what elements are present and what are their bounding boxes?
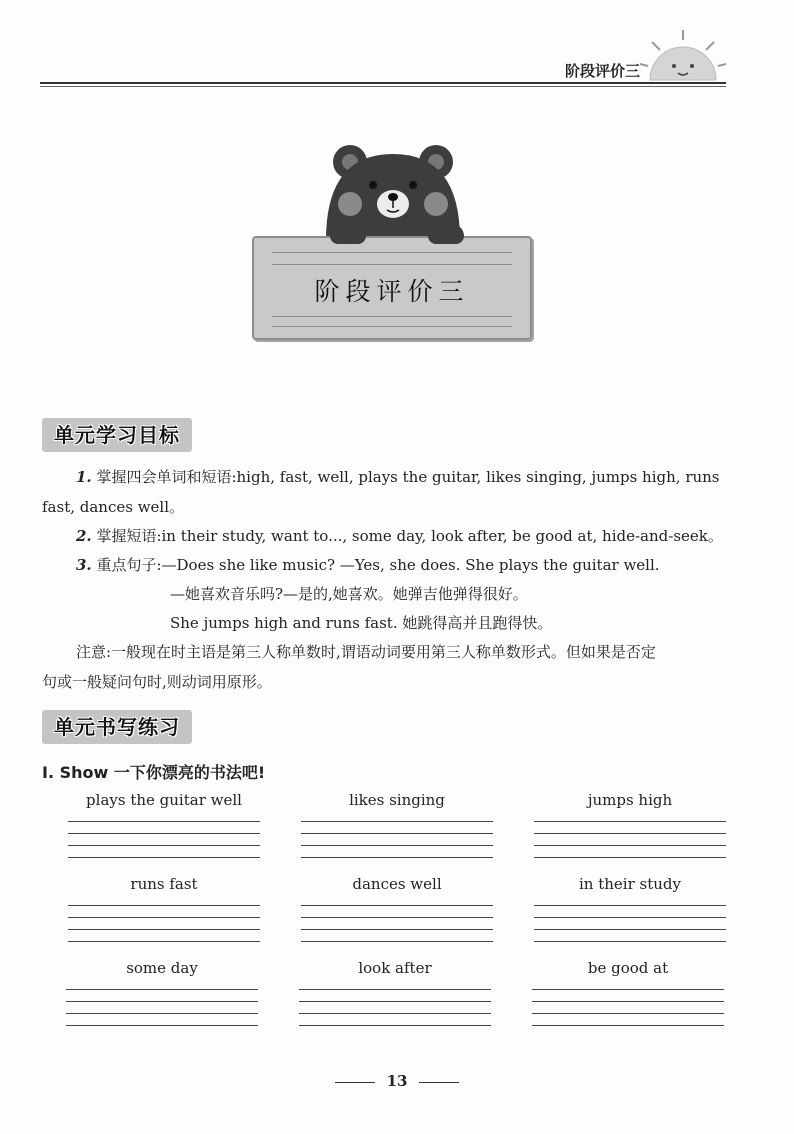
writing-word: runs fast xyxy=(130,875,198,893)
banner-line xyxy=(272,264,512,265)
title-banner xyxy=(252,236,532,340)
writing-box xyxy=(532,958,724,1026)
goal-item-3-sentence-2: She jumps high and runs fast. 她跳得高并且跑得快。 xyxy=(170,614,553,632)
writing-word: be good at xyxy=(587,959,669,977)
writing-word: jumps high xyxy=(587,791,673,809)
page-decoration-right xyxy=(419,1082,459,1083)
sun-icon xyxy=(640,28,730,88)
bear-left-paw xyxy=(330,224,366,244)
page-decoration-left xyxy=(335,1082,375,1083)
header-title: 阶段评价三 xyxy=(565,62,641,80)
writing-word: likes singing xyxy=(349,791,445,809)
writing-box xyxy=(66,958,258,1026)
goal-item-3-text: 重点句子:—Does she like music? —Yes, she does. She plays the guitar well. xyxy=(96,556,660,574)
bear-right-paw xyxy=(428,224,464,244)
banner-line xyxy=(272,252,512,253)
writing-word: look after xyxy=(358,959,432,977)
goal-item-2 xyxy=(76,525,723,546)
writing-word: some day xyxy=(126,959,198,977)
writing-box xyxy=(301,874,493,942)
writing-box xyxy=(534,790,726,858)
writing-box xyxy=(301,790,493,858)
writing-word: dances well xyxy=(352,875,442,893)
banner-title: 阶段评价三 xyxy=(314,277,470,306)
writing-box xyxy=(68,874,260,942)
note-line-1: 注意:一般现在时主语是第三人称单数时,谓语动词要用第三人称单数形式。但如果是否定 xyxy=(76,643,656,661)
goal-item-3-number: 3. xyxy=(76,556,92,574)
header-rule-thin xyxy=(40,86,726,87)
writing-box xyxy=(534,874,726,942)
writing-word: plays the guitar well xyxy=(86,791,242,809)
goal-item-3-translation: —她喜欢音乐吗?—是的,她喜欢。她弹吉他弹得很好。 xyxy=(170,585,528,603)
note-line-2: 句或一般疑问句时,则动词用原形。 xyxy=(42,673,272,691)
section-heading-writing: 单元书写练习 xyxy=(42,710,192,744)
exercise-title: Ⅰ. Show 一下你漂亮的书法吧! xyxy=(42,763,266,782)
writing-box xyxy=(299,958,491,1026)
goal-item-3 xyxy=(76,554,660,575)
banner-line xyxy=(272,316,512,317)
goal-item-2-number: 2. xyxy=(76,527,92,545)
banner-line xyxy=(272,326,512,327)
goal-item-1 xyxy=(76,466,720,487)
writing-word: in their study xyxy=(579,875,681,893)
page-number-footer xyxy=(0,1072,794,1090)
page-number: 13 xyxy=(386,1072,408,1090)
section-heading-goals: 单元学习目标 xyxy=(42,418,192,452)
writing-box xyxy=(68,790,260,858)
header-rule xyxy=(40,82,726,84)
goal-item-1-number: 1. xyxy=(76,468,92,486)
goal-item-1-text: 掌握四会单词和短语:high, fast, well, plays the guitar, likes singing, jumps high, runs xyxy=(96,468,720,486)
goal-item-1-cont: fast, dances well。 xyxy=(42,498,185,516)
goal-item-2-text: 掌握短语:in their study, want to..., some day, look after, be good at, hide-and-seek。 xyxy=(96,527,723,545)
